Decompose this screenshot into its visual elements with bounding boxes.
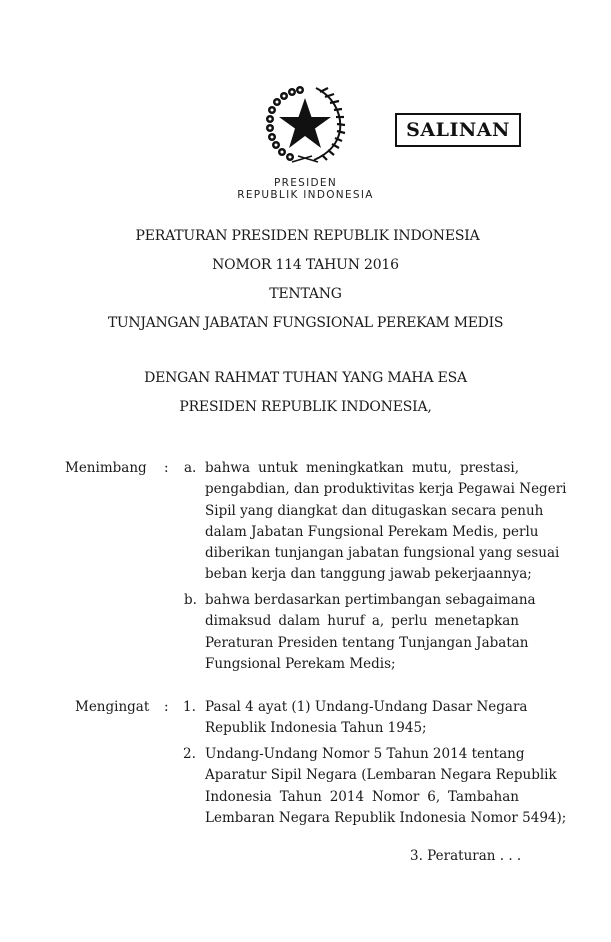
mengingat-item-2 bbox=[205, 744, 567, 829]
menimbang-colon: : bbox=[164, 460, 169, 476]
text-line: Pasal 4 ayat (1) Undang-Undang Dasar Negara bbox=[205, 699, 528, 715]
letterhead-line-1: PRESIDEN bbox=[274, 177, 337, 189]
page-continuation: 3. Peraturan . . . bbox=[410, 848, 522, 864]
text-line: dalam Jabatan Fungsional Perekam Medis, perlu bbox=[205, 523, 539, 540]
mengingat-label: Mengingat bbox=[75, 699, 150, 715]
regulation-about: TENTANG bbox=[269, 286, 342, 302]
text-line: Peraturan Presiden tentang Tunjangan Jabatan bbox=[205, 634, 529, 651]
mengingat-colon: : bbox=[164, 699, 169, 715]
text-line: pengabdian, dan produktivitas kerja Pegawai Negeri bbox=[205, 481, 567, 498]
item-marker-b: b. bbox=[184, 592, 197, 608]
state-emblem-icon bbox=[262, 82, 348, 168]
text-line: beban kerja dan tanggung jawab pekerjaannya; bbox=[205, 566, 532, 583]
salinan-stamp: SALINAN bbox=[395, 113, 521, 147]
preamble-line-1: DENGAN RAHMAT TUHAN YANG MAHA ESA bbox=[144, 370, 467, 386]
text-line: bahwa berdasarkan pertimbangan sebagaimana bbox=[205, 592, 536, 608]
letterhead-line-2: REPUBLIK INDONESIA bbox=[237, 189, 374, 201]
regulation-number: NOMOR 114 TAHUN 2016 bbox=[212, 257, 399, 273]
text-line: Republik Indonesia Tahun 1945; bbox=[205, 720, 427, 737]
text-line: Undang-Undang Nomor 5 Tahun 2014 tentang bbox=[205, 746, 525, 762]
regulation-subject: TUNJANGAN JABATAN FUNGSIONAL PEREKAM MEDIS bbox=[107, 315, 504, 331]
text-line: Sipil yang diangkat dan ditugaskan secara penuh bbox=[205, 502, 544, 519]
menimbang-item-a bbox=[205, 458, 567, 586]
text-line: Indonesia Tahun 2014 Nomor 6, Tambahan bbox=[205, 788, 519, 805]
item-marker-a: a. bbox=[184, 460, 197, 476]
text-line: bahwa untuk meningkatkan mutu, prestasi, bbox=[205, 460, 519, 476]
item-marker-2: 2. bbox=[183, 746, 196, 762]
text-line: Fungsional Perekam Medis; bbox=[205, 655, 396, 672]
text-line: diberikan tunjangan jabatan fungsional yang sesuai bbox=[205, 545, 560, 562]
text-line: Lembaran Negara Republik Indonesia Nomor 5494); bbox=[205, 809, 567, 826]
text-line: dimaksud dalam huruf a, perlu menetapkan bbox=[205, 613, 519, 630]
mengingat-item-1 bbox=[205, 697, 528, 740]
text-line: Aparatur Sipil Negara (Lembaran Negara Republik bbox=[205, 767, 557, 784]
preamble-line-2: PRESIDEN REPUBLIK INDONESIA, bbox=[179, 399, 432, 415]
regulation-title: PERATURAN PRESIDEN REPUBLIK INDONESIA bbox=[135, 228, 480, 244]
item-marker-1: 1. bbox=[183, 699, 196, 715]
menimbang-label: Menimbang bbox=[65, 460, 147, 476]
menimbang-item-b bbox=[205, 590, 536, 675]
